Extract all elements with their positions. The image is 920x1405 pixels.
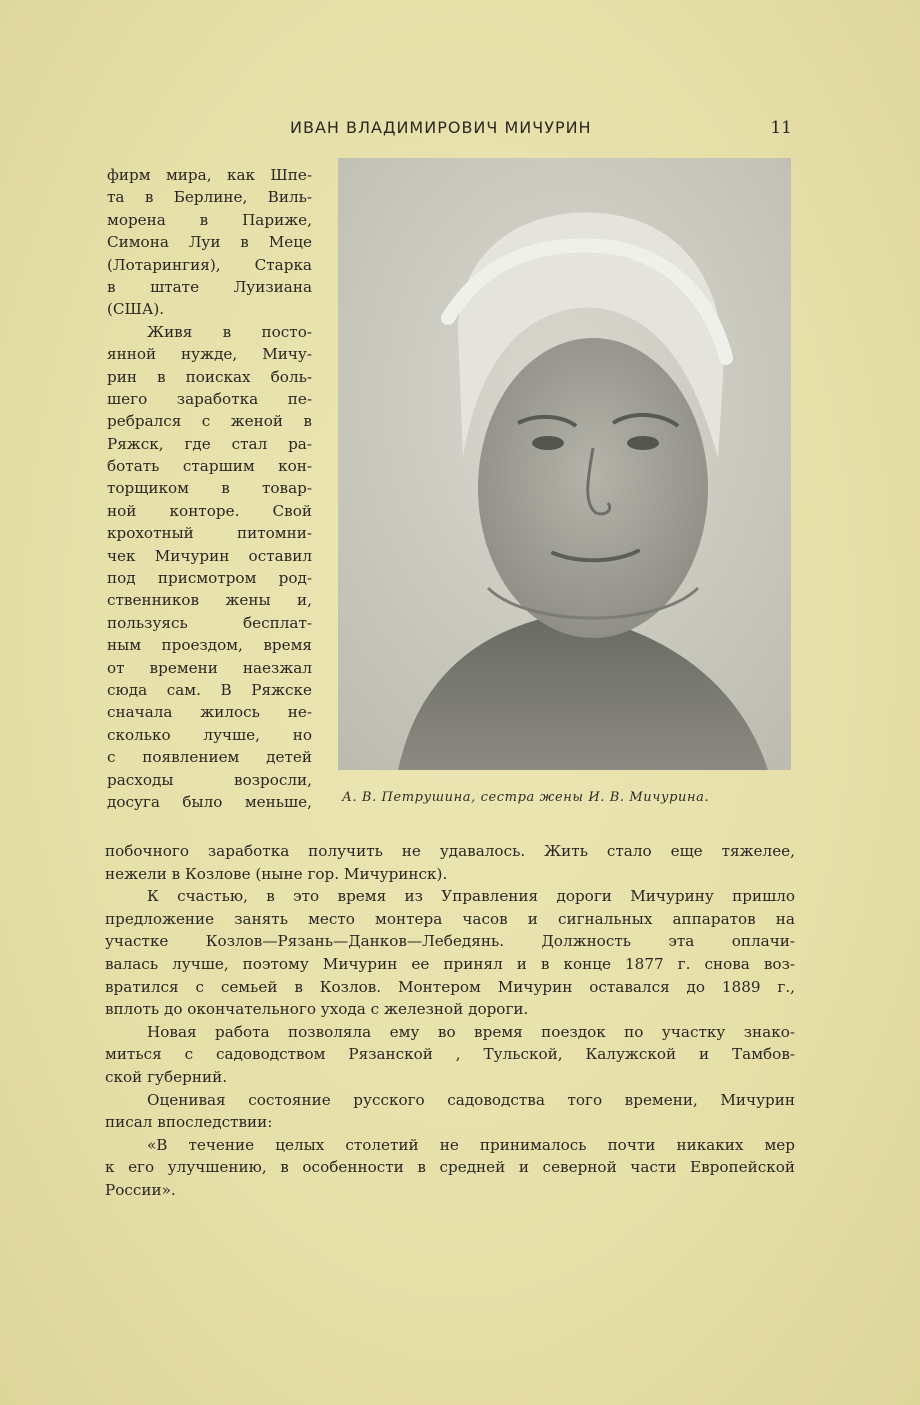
- text-line: ребрался с женой в: [107, 412, 312, 431]
- text-line: Симона Луи в Меце: [107, 233, 312, 252]
- text-line: миться с садоводством Рязанской , Тульской, Калужской и Тамбов-: [105, 1045, 795, 1064]
- text-line: расходы возросли,: [107, 770, 312, 789]
- text-line: сюда сам. В Ряжске: [107, 680, 312, 699]
- text-line: участке Козлов—Рязань—Данков—Лебедянь. Должность эта оплачи-: [105, 932, 795, 951]
- portrait-photo: [338, 158, 791, 770]
- text-line: с появлением детей: [107, 748, 312, 767]
- text-line: сначала жилось не-: [107, 703, 312, 722]
- text-line: к его улучшению, в особенности в средней и северной части Европейской: [105, 1158, 795, 1177]
- text-line: чек Мичурин оставил: [107, 546, 312, 565]
- text-line: (США).: [107, 300, 165, 319]
- text-line: в штате Луизиана: [107, 277, 312, 296]
- text-line: Живя в посто-: [147, 322, 312, 341]
- photo-caption: А. В. Петрушина, сестра жены И. В. Мичурина.: [342, 790, 710, 805]
- text-line: торщиком в товар-: [107, 479, 312, 498]
- text-line: досуга было меньше,: [107, 792, 312, 811]
- text-line: рин в поисках боль-: [107, 367, 312, 386]
- text-line: России».: [105, 1180, 176, 1199]
- text-line: «В течение целых столетий не принималось почти никаких мер: [147, 1135, 795, 1154]
- text-line: та в Берлине, Виль-: [107, 188, 312, 207]
- text-line: вратился с семьей в Козлов. Монтером Мичурин оставался до 1889 г.,: [105, 977, 795, 996]
- text-line: Новая работа позволяла ему во время поездок по участку знако-: [147, 1022, 795, 1041]
- text-line: пользуясь бесплат-: [107, 613, 312, 632]
- text-line: (Лотарингия), Старка: [107, 255, 312, 274]
- text-line: вплоть до окончательного ухода с железной дороги.: [105, 1000, 529, 1019]
- text-line: морена в Париже,: [107, 210, 312, 229]
- text-line: крохотный питомни-: [107, 524, 312, 543]
- text-line: Ряжск, где стал ра-: [107, 434, 312, 453]
- text-line: сколько лучше, но: [107, 725, 312, 744]
- header-title: ИВАН ВЛАДИМИРОВИЧ МИЧУРИН: [290, 118, 592, 137]
- text-line: валась лучше, поэтому Мичурин ее принял и в конце 1877 г. снова воз-: [105, 954, 795, 973]
- text-line: ным проездом, время: [107, 636, 312, 655]
- portrait-illustration: [338, 158, 791, 770]
- text-line: побочного заработка получить не удавалось. Жить стало еще тяжелее,: [105, 842, 795, 860]
- text-line: янной нужде, Мичу-: [107, 345, 312, 364]
- body-text: [105, 840, 795, 1202]
- text-line: шего заработка пе-: [107, 389, 312, 408]
- text-line: ской губерний.: [105, 1067, 228, 1086]
- text-line: ной конторе. Свой: [107, 501, 312, 520]
- text-line: ботать старшим кон-: [107, 457, 312, 476]
- text-line: нежели в Козлове (ныне гор. Мичуринск).: [105, 864, 448, 883]
- text-line: фирм мира, как Шпе-: [107, 166, 312, 184]
- text-line: от времени наезжал: [107, 658, 312, 677]
- page-number: 11: [770, 118, 792, 138]
- text-line: К счастью, в это время из Управления дороги Мичурину пришло: [147, 887, 795, 906]
- text-line: писал впоследствии:: [105, 1113, 273, 1132]
- text-line: предложение занять место монтера часов и сигнальных аппаратов на: [105, 909, 795, 928]
- text-line: под присмотром род-: [107, 569, 312, 588]
- running-header: [100, 118, 794, 142]
- left-column-text: [107, 164, 312, 813]
- text-line: ственников жены и,: [107, 591, 312, 610]
- text-line: Оценивая состояние русского садоводства того времени, Мичурин: [147, 1090, 795, 1109]
